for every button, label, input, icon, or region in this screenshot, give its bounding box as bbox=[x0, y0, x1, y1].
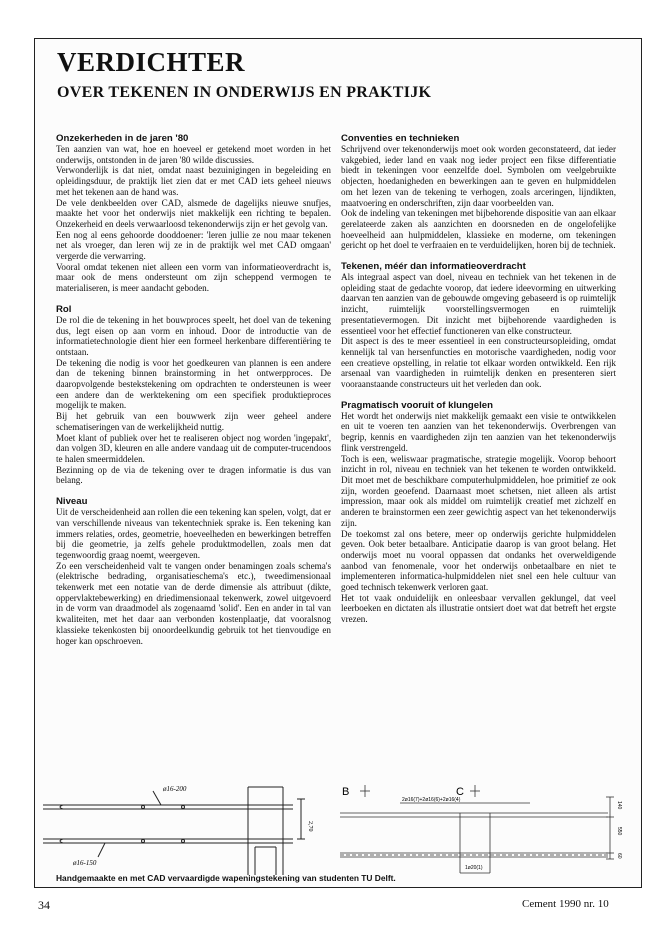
paragraph: Bij het gebruik van een bouwwerk zijn weer geheel andere schematiseringen van de werkelijkheid nuttig. bbox=[56, 411, 331, 432]
paragraph: De tekening die nodig is voor het goedkeuren van plannen is een andere dan de tekening binnen brainstorming in het ontwerpproces. De daaropvolgende bestekstekening om opdrachten te ondersteunen is weer een andere dan de werktekening om een specifiek produktieproces mogelijk te maken. bbox=[56, 357, 331, 411]
cad-dim-140: 140 bbox=[616, 801, 622, 810]
paragraph: Ook de indeling van tekeningen met bijbehorende dispositie van aan elkaar gerelateerde zaken als aanzichten en doorsneden en de ongelofelijke hoeveelheid aan hulpmiddelen, klassieke en moderne, om tekeningen gericht op het doel te verfraaien en te verduidelijken, horen bij de techniek. bbox=[341, 208, 616, 251]
right-column bbox=[341, 133, 616, 635]
paragraph: Moet klant of publiek over het te realiseren object nog worden 'ingepakt', dan volgen 3D, kleuren en alle andere vandaag uit de computer-trucendoos te halen smeermiddelen. bbox=[56, 432, 331, 464]
hand-label-bottom: ø16-150 bbox=[73, 859, 97, 867]
left-column bbox=[56, 133, 331, 656]
paragraph: Verwonderlijk is dat niet, omdat naast bezuinigingen in begeleiding en opleidingsduur, de praktijk liet zien dat er met CAD iets geheel nieuws met het tekenen aan de hand was. bbox=[56, 165, 331, 197]
paragraph: Bezinning op de via de tekening over te dragen informatie is dus van belang. bbox=[56, 464, 331, 486]
paragraph: Een nog al eens gehoorde dooddoener: 'leren jullie ze nou maar tekenen net als vroeger, dan leren wij ze in de praktijk wel met CAD omgaan' vergerde die verwarring. bbox=[56, 229, 331, 262]
page-number: 34 bbox=[38, 898, 50, 912]
paragraph: Zo een verscheidenheid valt te vangen onder benamingen zoals schema's (elektrische bedrading, organisatieschema's etc.), tweedimensionaal tekenwerk met een notatie van de derde dimensie als attribuut (dikte, oppervlaktebewerking) en driedimensionaal tekenwerk, zowel uitgevoerd in de vorm van draadmodel als zogenaamd 'solid'. Een en ander in tal van kwaliteiten, met het daar aan verbonden kostenplaatje, dat vooralsnog klassieke tekenkosten bij onoordeelkundig gebruik tot het tienvoudige en hoger kan opschroeven. bbox=[56, 560, 331, 646]
section-heading: Onzekerheden in de jaren '80 bbox=[56, 133, 189, 144]
hand-drawing-svg bbox=[43, 777, 333, 875]
paragraph: De toekomst zal ons betere, meer op onderwijs gerichte hulpmiddelen geven. Ook beter betaalbare. Anticipatie daarop is van groot belang. Het onderwijs moet nu vooral oppassen dat ondanks het overweldigende aanbod van fenomenale, voor het onderwijs onbetaalbare en niet te implementeren informatica-hulpmiddelen niet snel een hele cultuur van goed technisch tekenwerk verloren gaat. bbox=[341, 528, 616, 593]
issue-label: Cement 1990 nr. 10 bbox=[522, 898, 609, 910]
paragraph: Uit de verscheidenheid aan rollen die een tekening kan spelen, volgt, dat er van verschillende niveaus van tekentechniek sprake is. Een tekening kan immers relaties, ordes, geometrie, hoeveelheden en bewerkingen betreffen bij die geometrie, ja zelfs gehele produktmodellen, zoals men dat tegenwoordig graag noemt, weergeven. bbox=[56, 507, 331, 560]
figure-caption: Handgemaakte en met CAD vervaardigde wapeningstekening van studenten TU Delft. bbox=[56, 873, 396, 883]
section-onzekerheden bbox=[56, 133, 331, 294]
section-rol bbox=[56, 304, 331, 486]
paragraph: Ten aanzien van wat, hoe en hoeveel er getekend moet worden in het onderwijs, ontstonden in de jaren '80 wilde discussies. bbox=[56, 144, 331, 165]
section-heading: Tekenen, méér dan informatieoverdracht bbox=[341, 261, 526, 273]
article-subtitle: OVER TEKENEN IN ONDERWIJS EN PRAKTIJK bbox=[57, 84, 432, 101]
section-conventies bbox=[341, 133, 616, 251]
paragraph: Als integraal aspect van doel, niveau en techniek van het tekenen in de opleiding staat de gedachte voorop, dat iedere ideevorming en uitwerking daarvan ten aanzien van de gebouwde omgeving gebaseerd is op ruimtelijk inzicht, ruimtelijk voorstellingsvermogen en ruimtelijk presentatievermogen. Dit inzicht met bijbehorende vaardigheden is essentieel voor het effectief functioneren van elke constructeur. bbox=[341, 272, 616, 336]
cad-drawing bbox=[340, 777, 630, 877]
section-heading: Niveau bbox=[56, 496, 88, 508]
cad-label-b: B bbox=[342, 786, 350, 798]
section-pragmatisch bbox=[341, 400, 616, 625]
paragraph: De rol die de tekening in het bouwproces speelt, het doel van de tekening dus, legt eisen op aan vorm en inhoud. Door de introductie van de informatietechnologie dient hier een formeel herkenbare differentiëring te ontstaan. bbox=[56, 314, 331, 357]
section-heading: Conventies en technieken bbox=[341, 133, 460, 144]
paragraph: Schrijvend over tekenonderwijs moet ook worden geconstateerd, dat ieder vakgebied, ieder land en vaak nog ieder project een fikse differentiatie biedt in tekeningen voor eenzelfde doel. Symbolen om veelgebruikte objecten, hoedanigheden en bewerkingen aan te geven en hulpmiddelen om het lezen van de tekening te verhogen, zoals arceringen, lijndikten, maatvoering en onderschriften, zijn daar voorbeelden van. bbox=[341, 144, 616, 208]
paragraph: Het tot vaak onduidelijk en onleesbaar vervallen geklungel, dat veel leerboeken en dictaten als illustratie ontsiert doet wat dat betreft het ergste vrezen. bbox=[341, 592, 616, 625]
cad-dim-550: 550 bbox=[616, 827, 622, 836]
paragraph: Het wordt het onderwijs niet makkelijk gemaakt een visie te ontwikkelen en uit te voeren ten aanzien van het tekenonderwijs. Overbrengen van begrip, kennis en vaardigheden zijn ten aanzien van het tekenonderwijs flink verstrengeld. bbox=[341, 410, 616, 453]
section-heading: Rol bbox=[56, 303, 72, 315]
paragraph: Vooral omdat tekenen niet alleen een vorm van informatieoverdracht is, maar ook de mens ondersteunt om zijn scheppend vermogen te materialiseren, is meer aandacht geboden. bbox=[56, 261, 331, 294]
cad-rebar-label: 2ø16(7)+2ø16(6)+2ø16(4) bbox=[402, 797, 461, 803]
article-title: VERDICHTER bbox=[57, 47, 246, 77]
paragraph: De vele denkbeelden over CAD, alsmede de dagelijks nieuwe snufjes, maakte het voor het onderwijs niet makkelijk een richting te bepalen. Onzekerheid en deels verwaarloosd tekenonderwijs zijn er het gevolg van. bbox=[56, 197, 331, 229]
article-frame bbox=[34, 38, 642, 888]
cad-drawing-svg bbox=[340, 777, 630, 875]
section-heading: Pragmatisch vooruit of klungelen bbox=[341, 399, 493, 411]
hand-label-dim: 2,70 bbox=[307, 821, 313, 832]
cad-rebar-bottom-label: 1ø20(1) bbox=[465, 865, 483, 871]
section-niveau bbox=[56, 496, 331, 646]
cad-dim-60: 60 bbox=[616, 853, 622, 859]
paragraph: Dit aspect is des te meer essentieel in een constructeursopleiding, omdat kennelijk tal van hersenfuncties en motorische vaardigheden, nodig voor een creatieve opstelling, in relatie tot elkaar worden ontwikkeld. Een rijk arsenaal van vaardigheden in ruimtelijk denken en presenteren siert vooraanstaande constructeurs uit het verleden dan ook. bbox=[341, 336, 616, 390]
hand-drawing bbox=[43, 777, 333, 877]
paragraph: Toch is een, weliswaar pragmatische, strategie mogelijk. Voorop behoort inzicht in rol, niveau en techniek van het tekenen te worden ontwikkeld. Dit moet met de beschikbare computerhulpmiddelen, hoe primitief ze ook zijn, worden geoefend. Daarnaast moet schetsen, niet alleen als artist impression, maar ook als middel om ruimtelijk creatief met zichzelf en anderen te brainstormen een zeer gewichtig aspect van het tekenonderwijs zijn. bbox=[341, 453, 616, 528]
hand-label-top: ø16-200 bbox=[163, 785, 187, 793]
cad-label-c: C bbox=[456, 786, 464, 798]
section-tekenen bbox=[341, 261, 616, 390]
